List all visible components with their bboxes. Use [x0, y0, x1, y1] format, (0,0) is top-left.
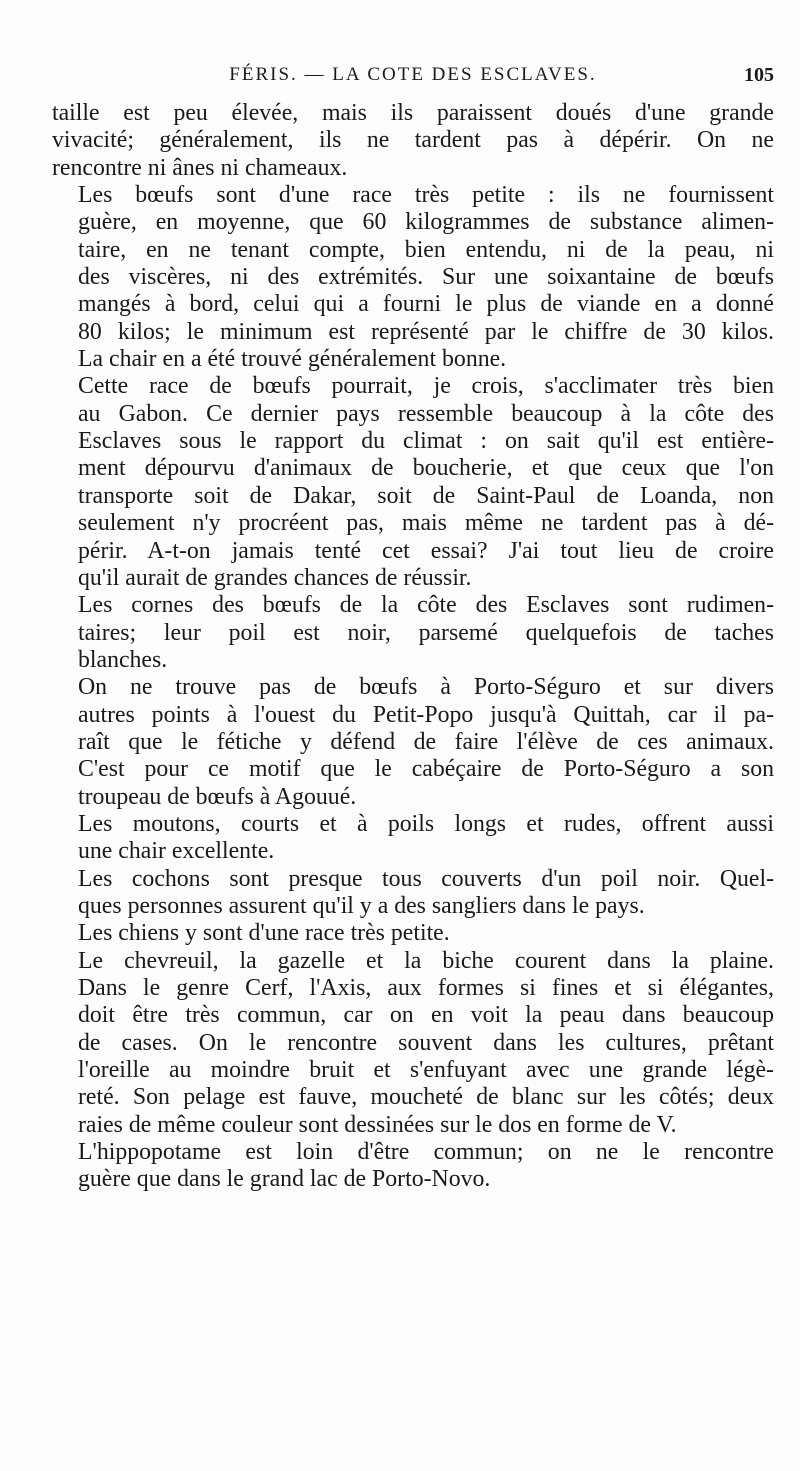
- text-line: Esclaves sous le rapport du climat : on sait qu'il est entière-: [78, 428, 774, 455]
- text-line: Les cochons sont presque tous couverts d'un poil noir. Quel-: [78, 865, 774, 892]
- text-line: taires; leur poil est noir, parsemé quelquefois de taches: [78, 619, 774, 646]
- page-header: [52, 64, 774, 92]
- text-line: mangés à bord, celui qui a fourni le plus de viande en a donné: [78, 291, 774, 318]
- text-line: une chair excellente.: [78, 838, 275, 865]
- text-line: L'hippopotame est loin d'être commun; on ne le rencontre: [78, 1139, 774, 1166]
- text-line: périr. A-t-on jamais tenté cet essai? J'ai tout lieu de croire: [78, 537, 774, 564]
- running-title: FÉRIS. — LA COTE DES ESCLAVES.: [229, 64, 597, 85]
- paragraph: [52, 920, 774, 947]
- text-line: au Gabon. Ce dernier pays ressemble beaucoup à la côte des: [78, 400, 774, 427]
- text-line: qu'il aurait de grandes chances de réussir.: [78, 564, 472, 591]
- text-line: taille est peu élevée, mais ils paraissent doués d'une grande: [52, 100, 774, 126]
- text-line: des viscères, ni des extrémités. Sur une soixantaine de bœufs: [78, 264, 774, 291]
- paragraph: [52, 1139, 774, 1194]
- text-line: ques personnes assurent qu'il y a des sangliers dans le pays.: [78, 892, 645, 919]
- paragraph: [52, 100, 774, 182]
- paragraph: [52, 373, 774, 592]
- text-line: C'est pour ce motif que le cabéçaire de Porto-Séguro a son: [78, 756, 774, 783]
- text-line: guère que dans le grand lac de Porto-Novo.: [78, 1166, 491, 1193]
- text-line: l'oreille au moindre bruit et s'enfuyant avec une grande légè-: [78, 1057, 774, 1084]
- text-line: 80 kilos; le minimum est représenté par le chiffre de 30 kilos.: [78, 318, 774, 345]
- text-line: rencontre ni ânes ni chameaux.: [52, 154, 348, 181]
- text-line: doit être très commun, car on en voit la peau dans beaucoup: [78, 1002, 774, 1029]
- text-line: Les chiens y sont d'une race très petite.: [78, 920, 450, 947]
- text-line: Les moutons, courts et à poils longs et rudes, offrent aussi: [78, 810, 774, 837]
- paragraph: [52, 592, 774, 674]
- text-line: de cases. On le rencontre souvent dans les cultures, prêtant: [78, 1029, 774, 1056]
- paragraph: [52, 866, 774, 921]
- page-number: 105: [744, 64, 774, 86]
- text-line: vivacité; généralement, ils ne tardent pas à dépérir. On ne: [52, 127, 774, 154]
- text-line: reté. Son pelage est fauve, moucheté de blanc sur les côtés; deux: [78, 1084, 774, 1111]
- body-text: [52, 100, 774, 1194]
- text-line: troupeau de bœufs à Agouué.: [78, 783, 357, 810]
- text-line: raies de même couleur sont dessinées sur le dos en forme de V.: [78, 1111, 677, 1138]
- text-line: On ne trouve pas de bœufs à Porto-Séguro et sur divers: [78, 674, 774, 701]
- text-line: raît que le fétiche y défend de faire l'élève de ces animaux.: [78, 728, 774, 755]
- paragraph: [52, 182, 774, 373]
- text-line: La chair en a été trouvé généralement bonne.: [78, 346, 507, 373]
- text-line: guère, en moyenne, que 60 kilogrammes de substance alimen-: [78, 209, 774, 236]
- text-line: Cette race de bœufs pourrait, je crois, s'acclimater très bien: [78, 373, 774, 400]
- text-line: autres points à l'ouest du Petit-Popo jusqu'à Quittah, car il pa-: [78, 701, 774, 728]
- text-line: blanches.: [78, 646, 168, 673]
- paragraph: [52, 811, 774, 866]
- paragraph: [52, 674, 774, 811]
- text-line: Les cornes des bœufs de la côte des Esclaves sont rudimen-: [78, 592, 774, 619]
- text-line: seulement n'y procréent pas, mais même ne tardent pas à dé-: [78, 510, 774, 537]
- paragraph: [52, 948, 774, 1139]
- text-line: Les bœufs sont d'une race très petite : ils ne fournissent: [78, 182, 774, 209]
- text-line: transporte soit de Dakar, soit de Saint-Paul de Loanda, non: [78, 482, 774, 509]
- text-line: ment dépourvu d'animaux de boucherie, et que ceux que l'on: [78, 455, 774, 482]
- text-line: taire, en ne tenant compte, bien entendu, ni de la peau, ni: [78, 236, 774, 263]
- text-line: Dans le genre Cerf, l'Axis, aux formes si fines et si élégantes,: [78, 975, 774, 1001]
- text-line: Le chevreuil, la gazelle et la biche courent dans la plaine.: [78, 947, 774, 974]
